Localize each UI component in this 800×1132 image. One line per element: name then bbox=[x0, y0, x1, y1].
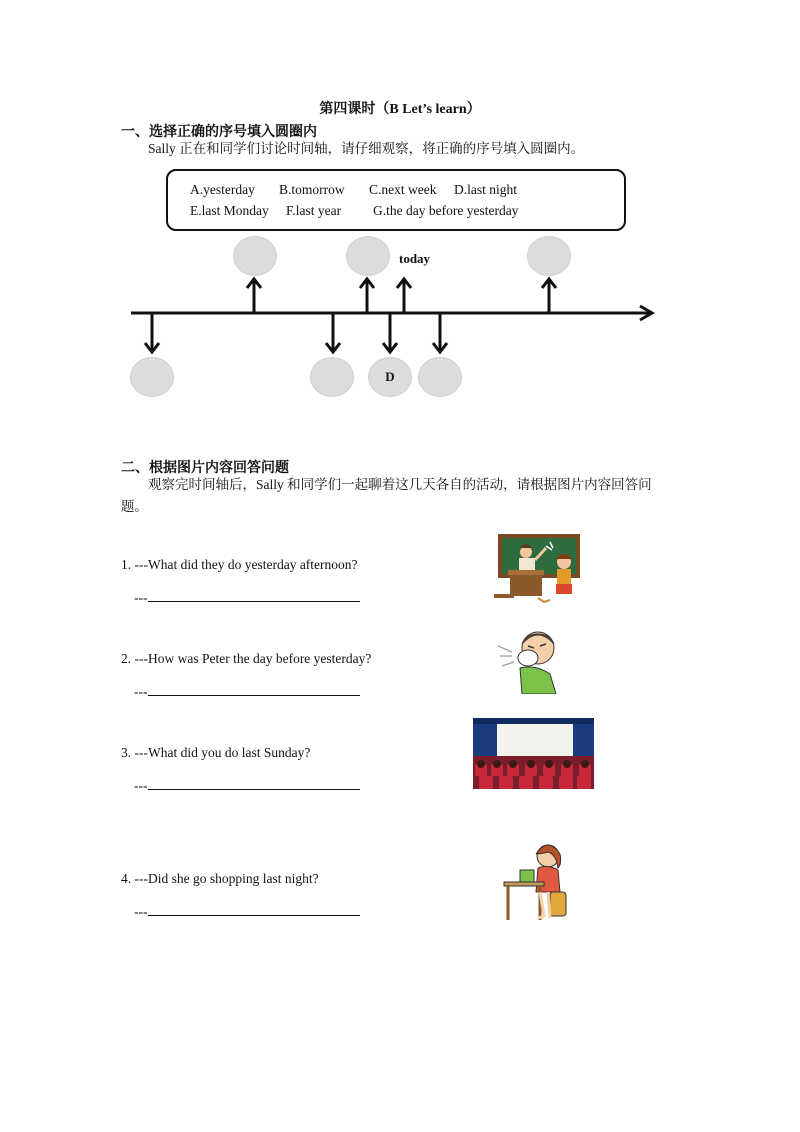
section2-instruction-line1: 观察完时间轴后，Sally 和同学们一起聊着这几天各自的活动，请根据图片内容回答问 bbox=[148, 477, 652, 492]
answer-blank-3[interactable] bbox=[148, 777, 360, 790]
answer-line-4[interactable] bbox=[134, 903, 364, 920]
answer-prefix: --- bbox=[134, 590, 148, 605]
answer-line-2[interactable] bbox=[134, 683, 364, 700]
question-1: 1. ---What did they do yesterday afternoon? bbox=[121, 557, 358, 572]
option-a: A.yesterday bbox=[190, 182, 255, 197]
option-b: B.tomorrow bbox=[279, 182, 345, 197]
answer-prefix: --- bbox=[134, 778, 148, 793]
option-e: E.last Monday bbox=[190, 203, 269, 218]
classroom-teacher-student-image bbox=[494, 532, 584, 604]
answer-line-1[interactable] bbox=[134, 589, 364, 606]
answer-circle-2[interactable] bbox=[346, 236, 390, 276]
answer-circle-4[interactable] bbox=[130, 357, 174, 397]
option-d: D.last night bbox=[454, 182, 517, 197]
answer-circle-1[interactable] bbox=[233, 236, 277, 276]
answer-prefix: --- bbox=[134, 684, 148, 699]
answer-circle-5[interactable] bbox=[310, 357, 354, 397]
sneezing-boy-image bbox=[498, 626, 568, 694]
answer-line-3[interactable] bbox=[134, 777, 364, 794]
girl-reading-image bbox=[500, 842, 570, 924]
question-3: 3. ---What did you do last Sunday? bbox=[121, 745, 311, 760]
question-2: 2. ---How was Peter the day before yesterday? bbox=[121, 651, 372, 666]
section2-heading: 二、根据图片内容回答问题 bbox=[121, 461, 289, 476]
option-f: F.last year bbox=[286, 203, 342, 218]
cinema-image bbox=[473, 718, 594, 789]
question-4: 4. ---Did she go shopping last night? bbox=[121, 871, 319, 886]
timeline-diagram bbox=[0, 0, 800, 420]
answer-blank-2[interactable] bbox=[148, 683, 360, 696]
option-c: C.next week bbox=[369, 182, 437, 197]
today-label: today bbox=[399, 251, 431, 266]
answer-prefix: --- bbox=[134, 904, 148, 919]
answer-blank-1[interactable] bbox=[148, 589, 360, 602]
answer-circle-3[interactable] bbox=[527, 236, 571, 276]
section1-heading: 一、选择正确的序号填入圆圈内 bbox=[121, 125, 317, 140]
page-title: 第四课时（B Let’s learn） bbox=[319, 102, 481, 117]
answer-blank-4[interactable] bbox=[148, 903, 360, 916]
section1-instruction: Sally 正在和同学们讨论时间轴，请仔细观察，将正确的序号填入圆圈内。 bbox=[148, 141, 585, 156]
option-g: G.the day before yesterday bbox=[373, 203, 519, 218]
answer-circle-filled: D bbox=[368, 357, 412, 397]
section2-instruction-line2: 题。 bbox=[121, 499, 148, 514]
answer-circle-6[interactable] bbox=[418, 357, 462, 397]
